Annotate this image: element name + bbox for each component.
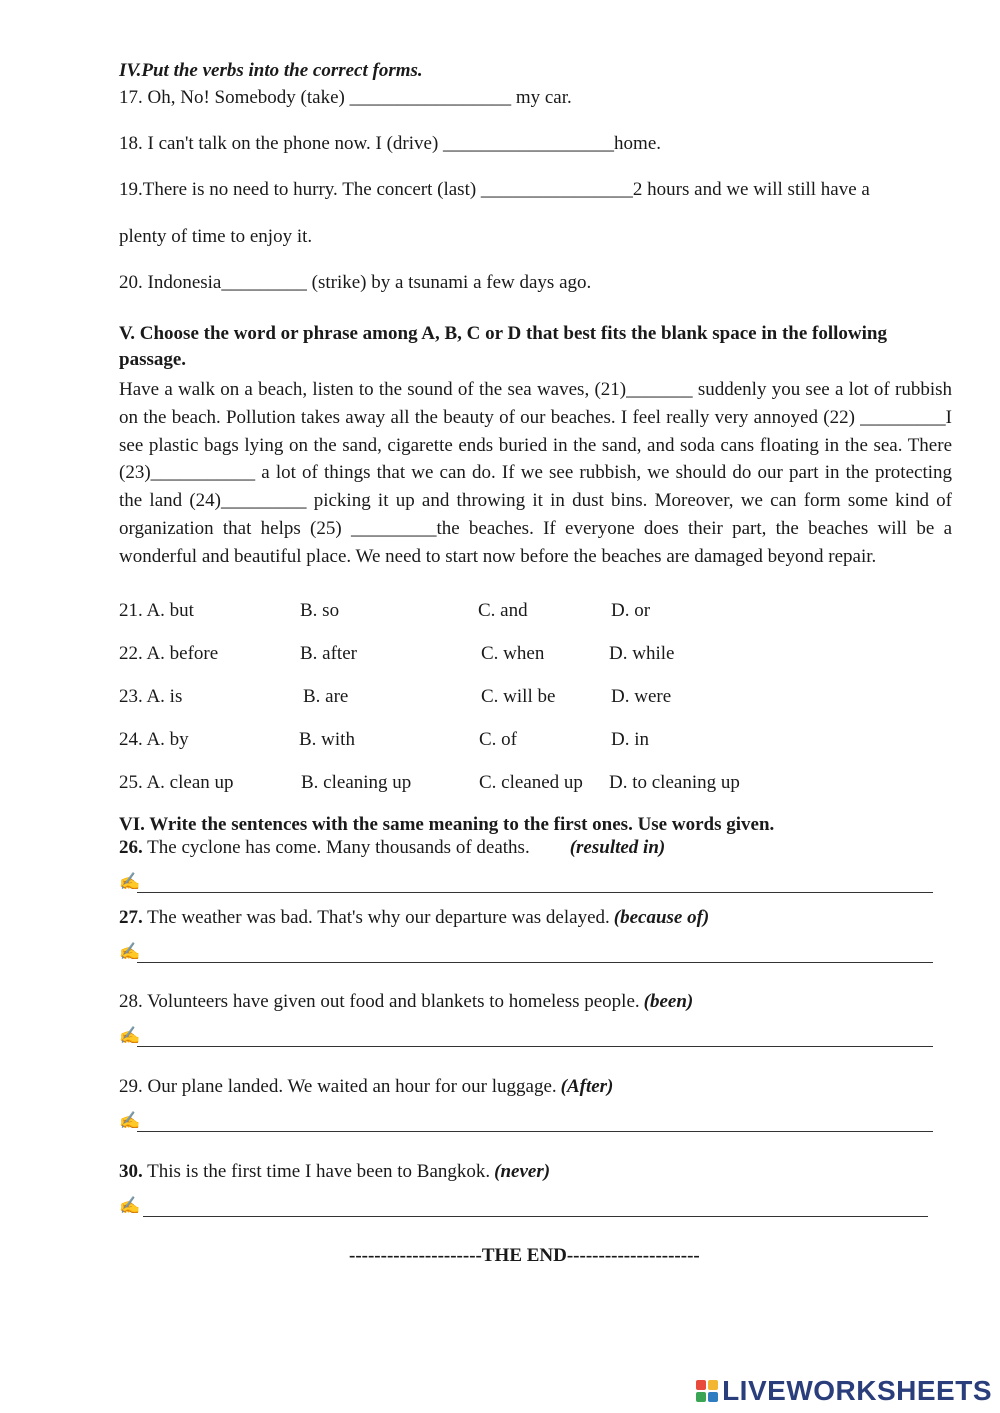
option-23-d: D. were (611, 686, 672, 707)
pen-icon: ✍ (119, 1111, 141, 1130)
option-21-d: D. or (611, 600, 651, 621)
pen-icon: ✍ (119, 1196, 141, 1215)
option-21-a: 21. A. but (119, 600, 194, 621)
question-17: 17. Oh, No! Somebody (take) _________________ my car. (119, 87, 572, 108)
question-number: 27. (119, 907, 143, 928)
option-21-c: C. and (478, 600, 528, 621)
option-25-b: B. cleaning up (301, 772, 412, 793)
question-text: Our plane landed. We waited an hour for our luggage. (142, 1076, 557, 1097)
option-22-b: B. after (300, 643, 357, 664)
option-25-c: C. cleaned up (479, 772, 583, 793)
rewrite-question-27 (119, 907, 709, 929)
rewrite-question-26 (119, 837, 665, 859)
logo-square-red (696, 1380, 706, 1390)
answer-line[interactable] (137, 1046, 933, 1047)
answer-line[interactable] (137, 1131, 933, 1132)
option-23-b: B. are (303, 686, 349, 707)
rewrite-question-30 (119, 1161, 550, 1183)
logo-square-yellow (708, 1380, 718, 1390)
answer-line[interactable] (137, 892, 933, 893)
rewrite-question-28 (119, 991, 693, 1013)
section5-heading: V. Choose the word or phrase among A, B, C or D that best fits the blank space in the following passage. (119, 323, 887, 370)
answer-line[interactable] (143, 1216, 928, 1217)
question-19: 19.There is no need to hurry. The concert (last) ________________2 hours and we will still have a (119, 179, 870, 200)
hint-word: (After) (560, 1076, 614, 1097)
option-24-a: 24. A. by (119, 729, 189, 750)
logo-square-green (696, 1392, 706, 1402)
option-23-c: C. will be (481, 686, 556, 707)
pen-icon: ✍ (119, 872, 141, 891)
section4-heading: IV.Put the verbs into the correct forms. (119, 60, 423, 81)
reading-passage: Have a walk on a beach, listen to the sound of the sea waves, (21)_______ suddenly you see a lot of rubbish on the beach. Pollution takes away all the beauty of our beaches. I feel really very annoyed (22) _________I see plastic bags lying on the sand, cigarette ends buried in the sand, and soda cans floating in the sea. There (23)___________ a lot of things that we can do. If we see rubbish, we should do our part in the protecting the land (24)_________ picking it up and throwing it in dust bins. Moreover, we can form some kind of organization that helps (25) _________the beaches. If everyone does their part, the beaches will be a wonderful and beautiful place. We need to start now before the beaches are damaged beyond repair. (119, 379, 952, 567)
question-number: 29. (119, 1076, 143, 1097)
question-number: 26. (119, 837, 143, 858)
option-23-a: 23. A. is (119, 686, 183, 707)
liveworksheets-logo (696, 1374, 992, 1408)
option-24-c: C. of (479, 729, 517, 750)
option-22-d: D. while (609, 643, 675, 664)
option-24-d: D. in (611, 729, 649, 750)
question-text: The weather was bad. That's why our departure was delayed. (142, 907, 610, 928)
question-number: 30. (119, 1161, 143, 1182)
section6-heading: VI. Write the sentences with the same meaning to the first ones. Use words given. (119, 814, 775, 835)
hint-word: (resulted in) (569, 837, 666, 858)
hint-word: (because of) (613, 907, 710, 928)
option-24-b: B. with (299, 729, 355, 750)
rewrite-question-29 (119, 1076, 613, 1098)
pen-icon: ✍ (119, 1026, 141, 1045)
question-text: This is the first time I have been to Bangkok. (142, 1161, 491, 1182)
option-21-b: B. so (300, 600, 340, 621)
brand-name: LIVEWORKSHEETS (722, 1375, 992, 1406)
hint-word: (been) (643, 991, 694, 1012)
hint-word: (never) (494, 1161, 551, 1182)
logo-square-blue (708, 1392, 718, 1402)
logo-mark-icon (696, 1380, 718, 1402)
question-text: Volunteers have given out food and blankets to homeless people. (142, 991, 640, 1012)
question-text: The cyclone has come. Many thousands of deaths. (142, 837, 530, 858)
answer-line[interactable] (137, 962, 933, 963)
question-number: 28. (119, 991, 143, 1012)
option-25-a: 25. A. clean up (119, 772, 234, 793)
option-22-a: 22. A. before (119, 643, 219, 664)
question-20: 20. Indonesia_________ (strike) by a tsunami a few days ago. (119, 272, 592, 293)
question-18: 18. I can't talk on the phone now. I (drive) __________________home. (119, 133, 662, 154)
question-19-continued: plenty of time to enjoy it. (119, 226, 313, 247)
pen-icon: ✍ (119, 942, 141, 961)
option-22-c: C. when (481, 643, 545, 664)
the-end-marker: ---------------------THE END--------------------- (349, 1245, 700, 1266)
option-25-d: D. to cleaning up (609, 772, 740, 793)
